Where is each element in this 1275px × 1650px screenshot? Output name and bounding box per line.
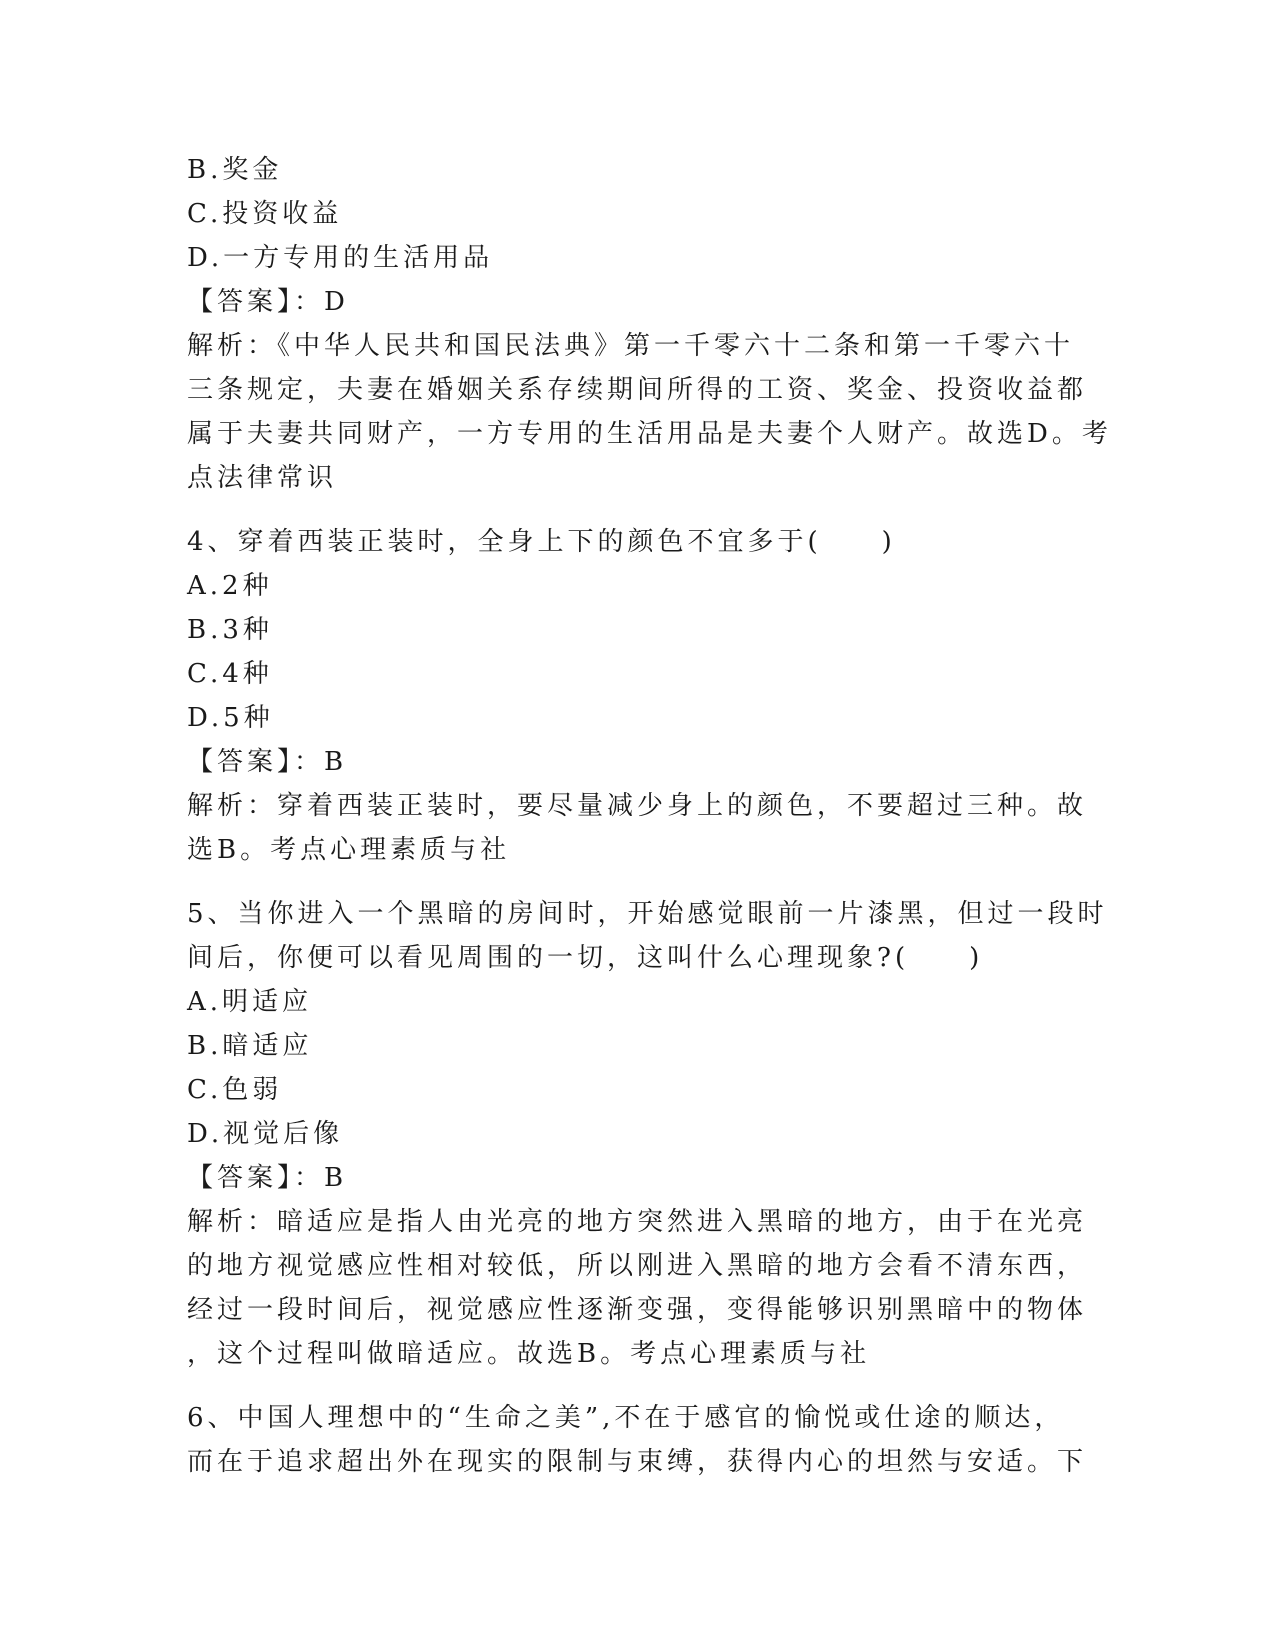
q4-option-c: C.4种 — [187, 659, 273, 689]
q5-explanation-line: 的地方视觉感应性相对较低，所以刚进入黑暗的地方会看不清东西， — [187, 1251, 1088, 1281]
q4-explanation-line: 选B。考点心理素质与社 — [187, 835, 511, 865]
q4-option-a: A.2种 — [187, 571, 273, 601]
q5-stem-line: 5、当你进入一个黑暗的房间时，开始感觉眼前一片漆黑，但过一段时 — [187, 899, 1108, 929]
q5-explanation-line: 解析：暗适应是指人由光亮的地方突然进入黑暗的地方，由于在光亮 — [187, 1207, 1088, 1237]
q3-explanation-line: 三条规定，夫妻在婚姻关系存续期间所得的工资、奖金、投资收益都 — [187, 375, 1088, 405]
q4-stem: 4、穿着西装正装时，全身上下的颜色不宜多于( ) — [187, 527, 896, 557]
question-spacer — [187, 500, 1087, 520]
q6-stem-line: 6、中国人理想中的“生命之美”,不在于感官的愉悦或仕途的顺达， — [187, 1403, 1065, 1433]
q4-option-d: D.5种 — [187, 703, 274, 733]
q5-stem-line: 间后，你便可以看见周围的一切，这叫什么心理现象?( ) — [187, 943, 984, 973]
q5-explanation-line: 经过一段时间后，视觉感应性逐渐变强，变得能够识别黑暗中的物体 — [187, 1295, 1088, 1325]
q3-option-b: B.奖金 — [187, 155, 283, 185]
document-page — [187, 148, 1112, 1484]
q3-option-d: D.一方专用的生活用品 — [187, 243, 494, 273]
q5-option-a: A.明适应 — [187, 987, 313, 1017]
q3-explanation-line: 属于夫妻共同财产，一方专用的生活用品是夫妻个人财产。故选D。考 — [187, 419, 1112, 449]
question-spacer — [187, 1376, 1087, 1396]
q3-explanation-line: 解析：《中华人民共和国民法典》第一千零六十二条和第一千零六十 — [187, 331, 1075, 361]
q4-answer: 【答案】：B — [187, 747, 348, 777]
q3-explanation-line: 点法律常识 — [187, 463, 338, 493]
q5-option-d: D.视觉后像 — [187, 1119, 344, 1149]
q5-answer: 【答案】：B — [187, 1163, 348, 1193]
q3-option-c: C.投资收益 — [187, 199, 343, 229]
q5-option-b: B.暗适应 — [187, 1031, 313, 1061]
question-spacer — [187, 872, 1087, 892]
q3-answer: 【答案】：D — [187, 287, 349, 317]
q5-option-c: C.色弱 — [187, 1075, 283, 1105]
q6-stem-line: 而在于追求超出外在现实的限制与束缚，获得内心的坦然与安适。下 — [187, 1447, 1088, 1477]
q5-explanation-line: ，这个过程叫做暗适应。故选B。考点心理素质与社 — [187, 1339, 871, 1369]
q4-option-b: B.3种 — [187, 615, 273, 645]
q4-explanation-line: 解析：穿着西装正装时，要尽量减少身上的颜色，不要超过三种。故 — [187, 791, 1088, 821]
